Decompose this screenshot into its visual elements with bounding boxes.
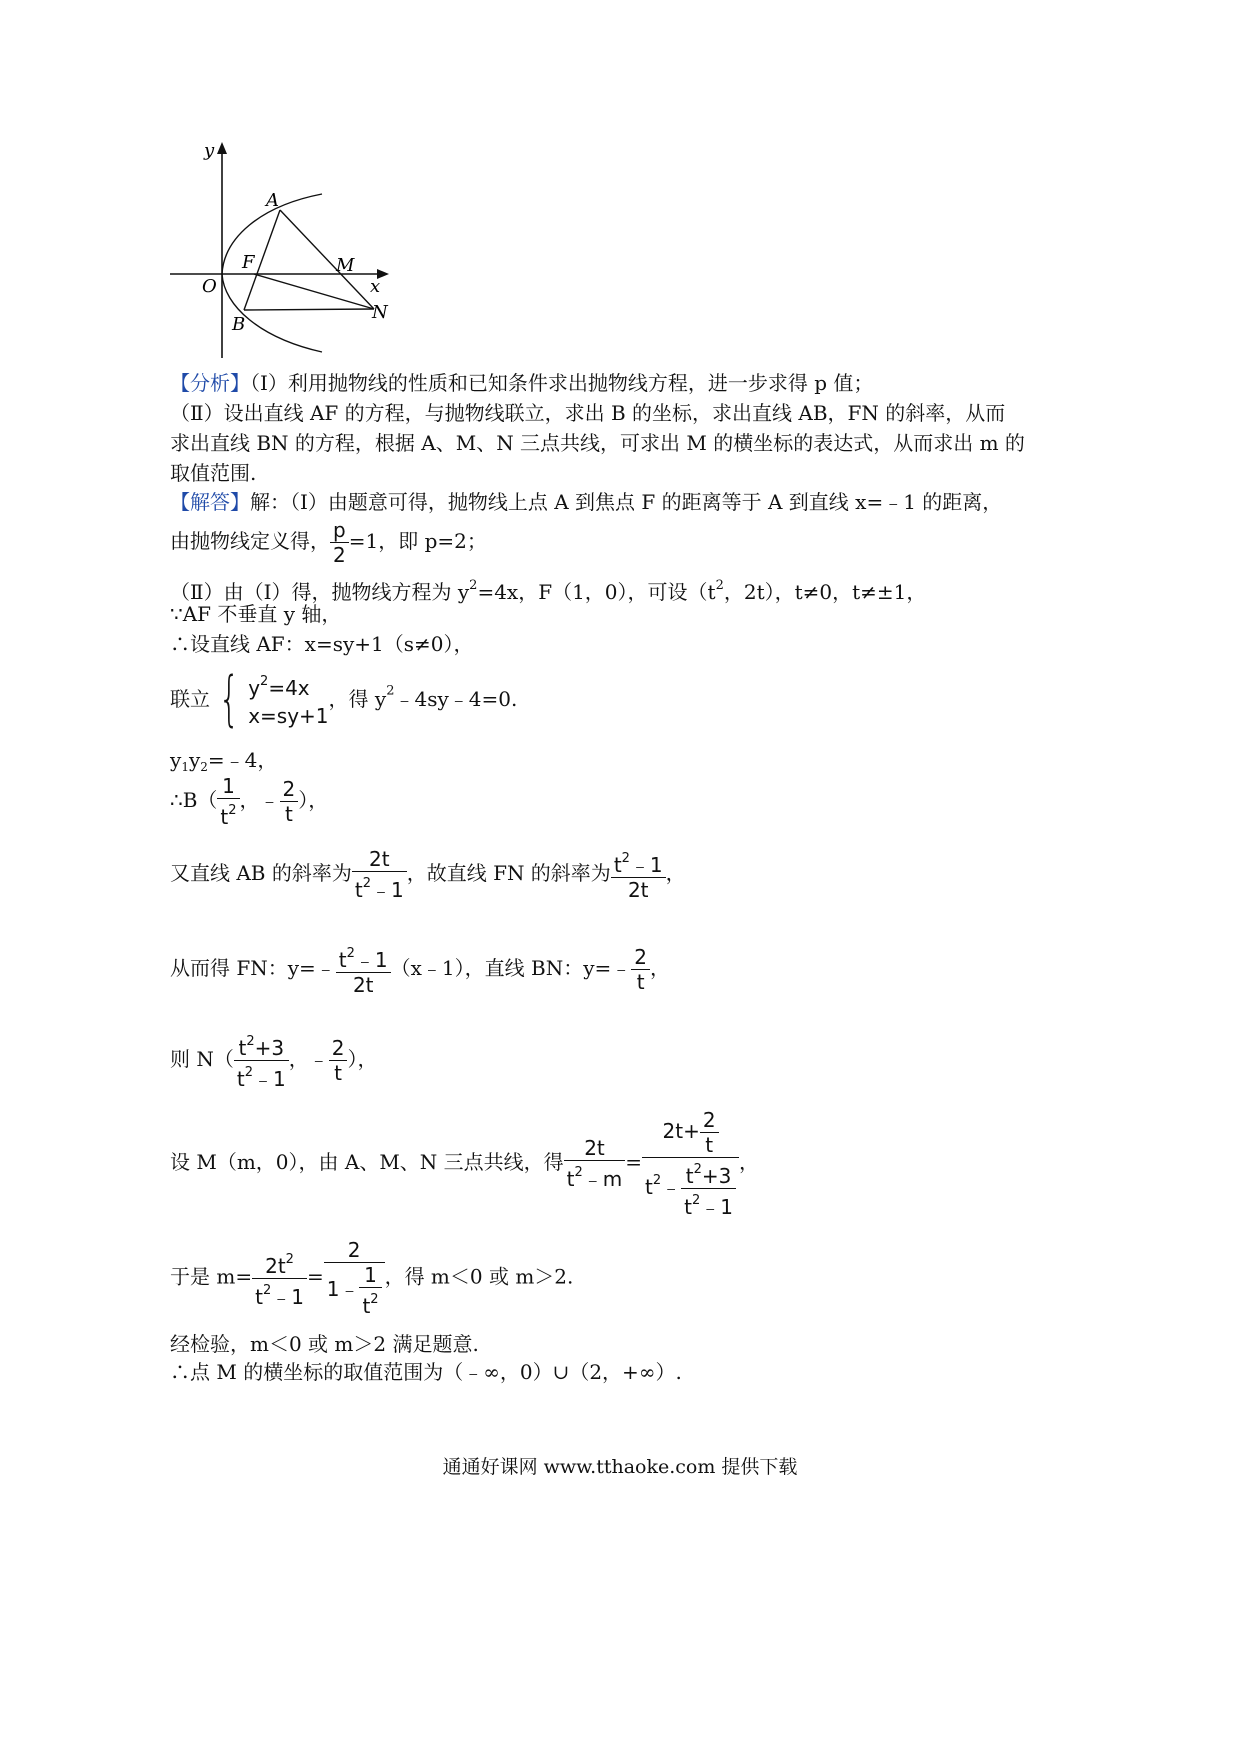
equation-2: x=sy+1 bbox=[248, 704, 329, 728]
analysis-text-1: （Ⅰ）利用抛物线的性质和已知条件求出抛物线方程，进一步求得 p 值； bbox=[250, 371, 874, 395]
complex-fraction bbox=[642, 1108, 739, 1219]
denominator bbox=[324, 1263, 385, 1318]
numerator: 2 bbox=[329, 1036, 348, 1061]
text: ，﹣ bbox=[288, 1047, 329, 1071]
fraction bbox=[681, 1158, 736, 1219]
solution-text-1: 解：（Ⅰ）由题意可得，抛物线上点 A 到焦点 F 的距离等于 A 到直线 x=﹣1 的距离， bbox=[250, 490, 1003, 514]
fraction bbox=[336, 942, 391, 997]
numerator bbox=[681, 1158, 736, 1189]
denominator bbox=[352, 872, 407, 902]
text: t bbox=[354, 878, 363, 902]
numerator bbox=[336, 942, 391, 973]
fraction bbox=[234, 1030, 289, 1091]
complex-fraction bbox=[324, 1238, 385, 1318]
text: t bbox=[236, 1067, 245, 1091]
solution-line-15: ∴点 M 的横坐标的取值范围为（﹣∞，0）∪（2，+∞）. bbox=[170, 1360, 682, 1384]
text: =1，即 p=2； bbox=[348, 529, 487, 553]
superscript: 2 bbox=[244, 1065, 253, 1080]
solution-line-13 bbox=[170, 1238, 573, 1318]
text: 联立 bbox=[170, 687, 210, 711]
denominator: t bbox=[334, 1061, 342, 1085]
text: t bbox=[613, 853, 622, 877]
footer-text: 通通好课网 www.tthaoke.com 提供下载 bbox=[442, 1456, 798, 1478]
denominator: t bbox=[284, 802, 293, 826]
superscript: 2 bbox=[574, 1165, 583, 1180]
solution-line-12 bbox=[170, 1108, 759, 1219]
text: =4x，F（1，0），可设（t bbox=[477, 580, 716, 604]
denominator bbox=[234, 1061, 289, 1091]
text: t bbox=[255, 1284, 263, 1309]
superscript: 2 bbox=[693, 1162, 702, 1177]
superscript: 2 bbox=[692, 1193, 701, 1208]
text: ， bbox=[739, 1150, 760, 1174]
denominator: 2t bbox=[627, 878, 649, 902]
segment-BN bbox=[244, 309, 374, 310]
text: ， bbox=[650, 956, 671, 980]
denominator bbox=[564, 1161, 626, 1191]
text: ﹣4sy﹣4=0. bbox=[394, 687, 518, 711]
solution-line-5: ∴设直线 AF：x=sy+1（s≠0）， bbox=[170, 632, 474, 656]
y-axis-arrow bbox=[217, 142, 227, 154]
analysis-tag: 【分析】 bbox=[170, 371, 250, 395]
text: 1﹣ bbox=[326, 1277, 360, 1301]
label-y: y bbox=[204, 140, 215, 161]
solution-line-14: 经检验，m＜0 或 m＞2 满足题意. bbox=[170, 1332, 479, 1356]
text: ）， bbox=[347, 1047, 378, 1071]
numerator: 2 bbox=[280, 777, 299, 802]
text: 2t+ bbox=[662, 1119, 700, 1143]
text: y bbox=[248, 676, 261, 700]
text: ﹣1 bbox=[370, 878, 404, 902]
text: = bbox=[306, 1264, 324, 1289]
segment-FN bbox=[254, 274, 374, 309]
text: =﹣4， bbox=[207, 748, 278, 772]
fraction bbox=[252, 1248, 307, 1309]
text: 则 N（ bbox=[170, 1047, 234, 1071]
solution-line-1 bbox=[170, 488, 1002, 516]
superscript: 2 bbox=[652, 1173, 662, 1188]
fraction bbox=[631, 945, 650, 994]
denominator: 2t bbox=[352, 973, 374, 997]
text: ，得 y bbox=[328, 687, 387, 711]
text: ）， bbox=[298, 788, 329, 812]
subscript: 1 bbox=[181, 760, 189, 774]
text: t bbox=[238, 1036, 247, 1060]
text: y bbox=[188, 748, 201, 772]
denominator bbox=[217, 799, 239, 829]
numerator: 2 bbox=[324, 1238, 385, 1263]
text: t bbox=[684, 1195, 693, 1219]
fraction bbox=[217, 774, 239, 829]
text: ﹣1 bbox=[354, 948, 388, 972]
superscript: 2 bbox=[262, 1282, 272, 1298]
solution-line-8 bbox=[170, 774, 328, 829]
fraction bbox=[564, 1136, 626, 1191]
text: 2t bbox=[265, 1253, 286, 1278]
text: t bbox=[362, 1294, 371, 1318]
numerator: 2t bbox=[352, 847, 407, 872]
denominator: t bbox=[705, 1133, 714, 1157]
denominator bbox=[681, 1189, 736, 1219]
numerator: 2 bbox=[631, 945, 650, 970]
analysis-line-1 bbox=[170, 369, 873, 397]
text: t bbox=[566, 1167, 575, 1191]
fraction bbox=[611, 847, 666, 902]
superscript: 2 bbox=[362, 876, 371, 891]
solution-line-6 bbox=[170, 664, 518, 734]
solution-line-10 bbox=[170, 942, 670, 997]
subscript: 2 bbox=[200, 760, 208, 774]
text: 从而得 FN：y=﹣ bbox=[170, 956, 336, 980]
fraction-p-over-2 bbox=[330, 518, 349, 567]
text: t bbox=[338, 948, 347, 972]
numerator: 1 bbox=[359, 1263, 381, 1288]
superscript: 2 bbox=[621, 851, 630, 866]
equation-1 bbox=[248, 668, 328, 702]
solution-line-9 bbox=[170, 847, 686, 902]
analysis-line-2: （Ⅱ）设出直线 AF 的方程，与抛物线联立，求出 B 的坐标，求出直线 AB，FN 的斜率，从而 bbox=[170, 401, 1006, 425]
fraction bbox=[359, 1263, 381, 1318]
segment-AN bbox=[280, 210, 374, 309]
numerator: 2t bbox=[564, 1136, 626, 1161]
text: （Ⅱ）由（Ⅰ）得，抛物线方程为 y bbox=[170, 580, 470, 604]
superscript: 2 bbox=[715, 578, 724, 593]
numerator: 1 bbox=[217, 774, 239, 799]
denominator bbox=[359, 1288, 381, 1318]
analysis-line-4: 取值范围. bbox=[170, 461, 257, 485]
numerator bbox=[234, 1030, 289, 1061]
equation-system bbox=[248, 668, 328, 730]
text: ﹣1 bbox=[700, 1195, 734, 1219]
label-F: F bbox=[242, 252, 255, 273]
parabola-figure bbox=[170, 138, 400, 360]
text: ﹣1 bbox=[252, 1067, 286, 1091]
text: 又直线 AB 的斜率为 bbox=[170, 861, 352, 885]
superscript: 2 bbox=[346, 946, 355, 961]
fraction bbox=[352, 847, 407, 902]
denominator: t bbox=[636, 970, 645, 994]
analysis-line-3: 求出直线 BN 的方程，根据 A、M、N 三点共线，可求出 M 的横坐标的表达式，从而求出 m 的 bbox=[170, 431, 1025, 455]
solution-tag: 【解答】 bbox=[170, 490, 250, 514]
text: ，得 m＜0 或 m＞2. bbox=[384, 1264, 574, 1289]
text: ﹣ bbox=[661, 1175, 682, 1199]
text: ，故直线 FN 的斜率为 bbox=[406, 861, 611, 885]
label-N: N bbox=[372, 302, 388, 323]
numerator: 2 bbox=[700, 1108, 719, 1133]
numerator: p bbox=[330, 518, 349, 543]
denominator bbox=[642, 1158, 739, 1219]
superscript: 2 bbox=[469, 578, 478, 593]
text: ﹣1 bbox=[629, 853, 663, 877]
label-O: O bbox=[202, 276, 217, 297]
text: t bbox=[220, 805, 229, 829]
text: 由抛物线定义得， bbox=[170, 529, 330, 553]
text: 设 M（m，0），由 A、M、N 三点共线，得 bbox=[170, 1150, 564, 1174]
text: ，﹣ bbox=[239, 788, 280, 812]
superscript: 2 bbox=[370, 1292, 379, 1307]
numerator bbox=[611, 847, 666, 878]
numerator bbox=[252, 1248, 307, 1279]
denominator: 2 bbox=[333, 543, 346, 567]
text: 于是 m= bbox=[170, 1264, 253, 1289]
superscript: 2 bbox=[246, 1034, 255, 1049]
superscript: 2 bbox=[386, 683, 395, 699]
text: ，2t），t≠0，t≠±1， bbox=[723, 580, 927, 604]
text: t bbox=[645, 1175, 653, 1199]
superscript: 2 bbox=[260, 674, 269, 689]
text: y bbox=[170, 748, 182, 772]
superscript: 2 bbox=[285, 1251, 294, 1267]
fraction bbox=[329, 1036, 348, 1085]
solution-line-4: ∵AF 不垂直 y 轴， bbox=[170, 602, 342, 626]
label-x: x bbox=[370, 276, 381, 297]
text: t bbox=[685, 1164, 694, 1188]
fraction bbox=[280, 777, 299, 826]
label-A: A bbox=[266, 190, 279, 211]
label-M: M bbox=[336, 255, 355, 276]
fraction bbox=[700, 1108, 719, 1157]
solution-line-2 bbox=[170, 518, 487, 567]
solution-line-11 bbox=[170, 1030, 377, 1091]
superscript: 2 bbox=[228, 803, 237, 818]
text: ﹣1 bbox=[271, 1284, 304, 1309]
text: +3 bbox=[254, 1036, 285, 1060]
label-B: B bbox=[232, 314, 246, 335]
denominator bbox=[252, 1279, 307, 1309]
text: =4x bbox=[268, 676, 310, 700]
brace: { bbox=[218, 664, 240, 734]
text: = bbox=[625, 1150, 643, 1174]
text: ﹣m bbox=[582, 1167, 623, 1191]
numerator bbox=[642, 1108, 739, 1158]
text: +3 bbox=[701, 1164, 732, 1188]
text: ， bbox=[665, 861, 686, 885]
text: ∴B（ bbox=[170, 788, 218, 812]
text: （x﹣1），直线 BN：y=﹣ bbox=[390, 956, 632, 980]
